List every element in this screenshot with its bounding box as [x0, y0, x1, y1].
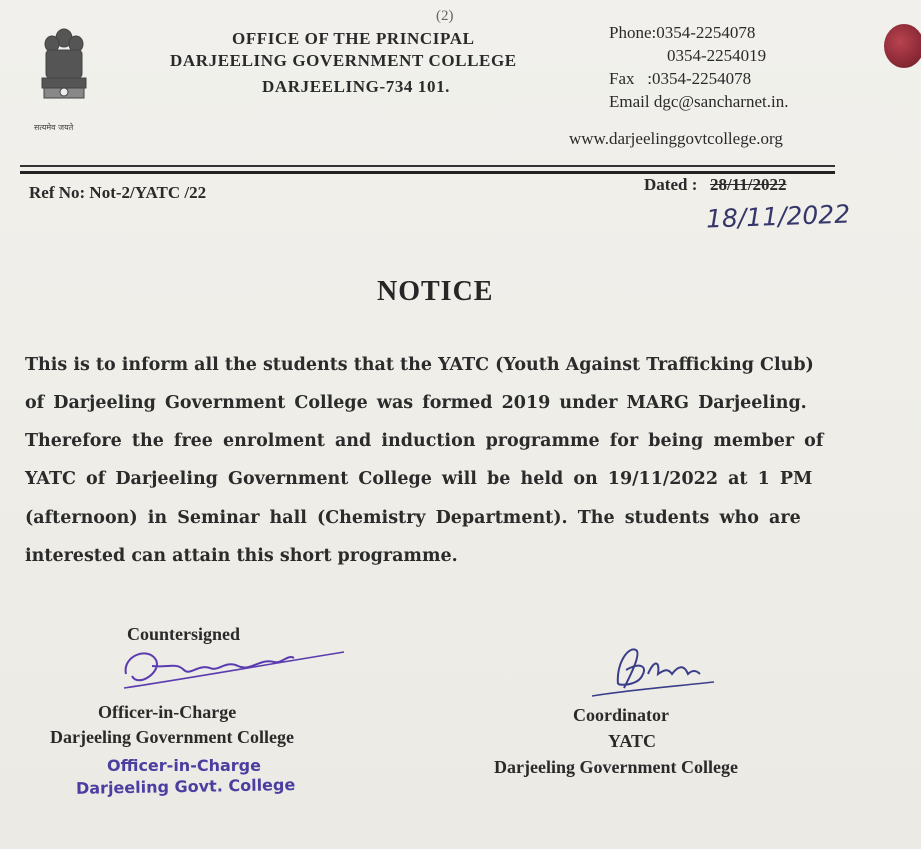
countersigned-label: Countersigned — [127, 624, 241, 644]
emblem-motto: सत्यमेव जयते — [34, 123, 74, 132]
dated-label: Dated : — [644, 175, 698, 194]
ref-number: Ref No: Not-2/YATC /22 — [29, 183, 207, 202]
officer-signature-icon — [118, 636, 348, 698]
office-title: OFFICE OF THE PRINCIPAL — [232, 29, 475, 48]
phone-2: 0354-2254019 — [667, 46, 767, 65]
state-emblem-icon — [30, 24, 98, 108]
body-line: interested can attain this short programme. — [25, 546, 458, 566]
page-number: (2) — [436, 8, 454, 24]
stamp-officer: Officer-in-Charge — [107, 756, 261, 775]
coordinator-title: Coordinator — [573, 705, 669, 725]
website: www.darjeelinggovtcollege.org — [569, 129, 783, 148]
officer-title: Officer-in-Charge — [98, 702, 237, 722]
email: Email dgc@sancharnet.in. — [609, 92, 789, 111]
coordinator-sub: YATC — [608, 731, 657, 751]
officer-org: Darjeeling Government College — [50, 727, 294, 747]
dated-handwritten: 18/11/2022 — [705, 199, 851, 234]
header-rule-top — [20, 165, 835, 167]
notice-title: NOTICE — [377, 276, 494, 307]
college-address: DARJEELING-734 101. — [262, 77, 451, 96]
fax: Fax :0354-2254078 — [609, 69, 752, 88]
phone-1: Phone:0354-2254078 — [609, 23, 756, 42]
dated-struck: 28/11/2022 — [710, 175, 787, 194]
coordinator-signature-icon — [588, 640, 718, 700]
body-line: (afternoon) in Seminar hall (Chemistry Department). The students who are — [25, 508, 801, 528]
wax-seal-icon — [884, 24, 921, 68]
college-title: DARJEELING GOVERNMENT COLLEGE — [170, 51, 517, 70]
header-rule-bottom — [20, 171, 835, 174]
coordinator-org: Darjeeling Government College — [494, 757, 738, 777]
body-line: of Darjeeling Government College was formed 2019 under MARG Darjeeling. — [25, 393, 807, 413]
body-line: This is to inform all the students that the YATC (Youth Against Trafficking Club) — [25, 355, 814, 375]
body-line: YATC of Darjeeling Government College will be held on 19/11/2022 at 1 PM — [25, 469, 813, 489]
body-line: Therefore the free enrolment and induction programme for being member of — [25, 431, 824, 451]
stamp-college: Darjeeling Govt. College — [75, 775, 296, 798]
